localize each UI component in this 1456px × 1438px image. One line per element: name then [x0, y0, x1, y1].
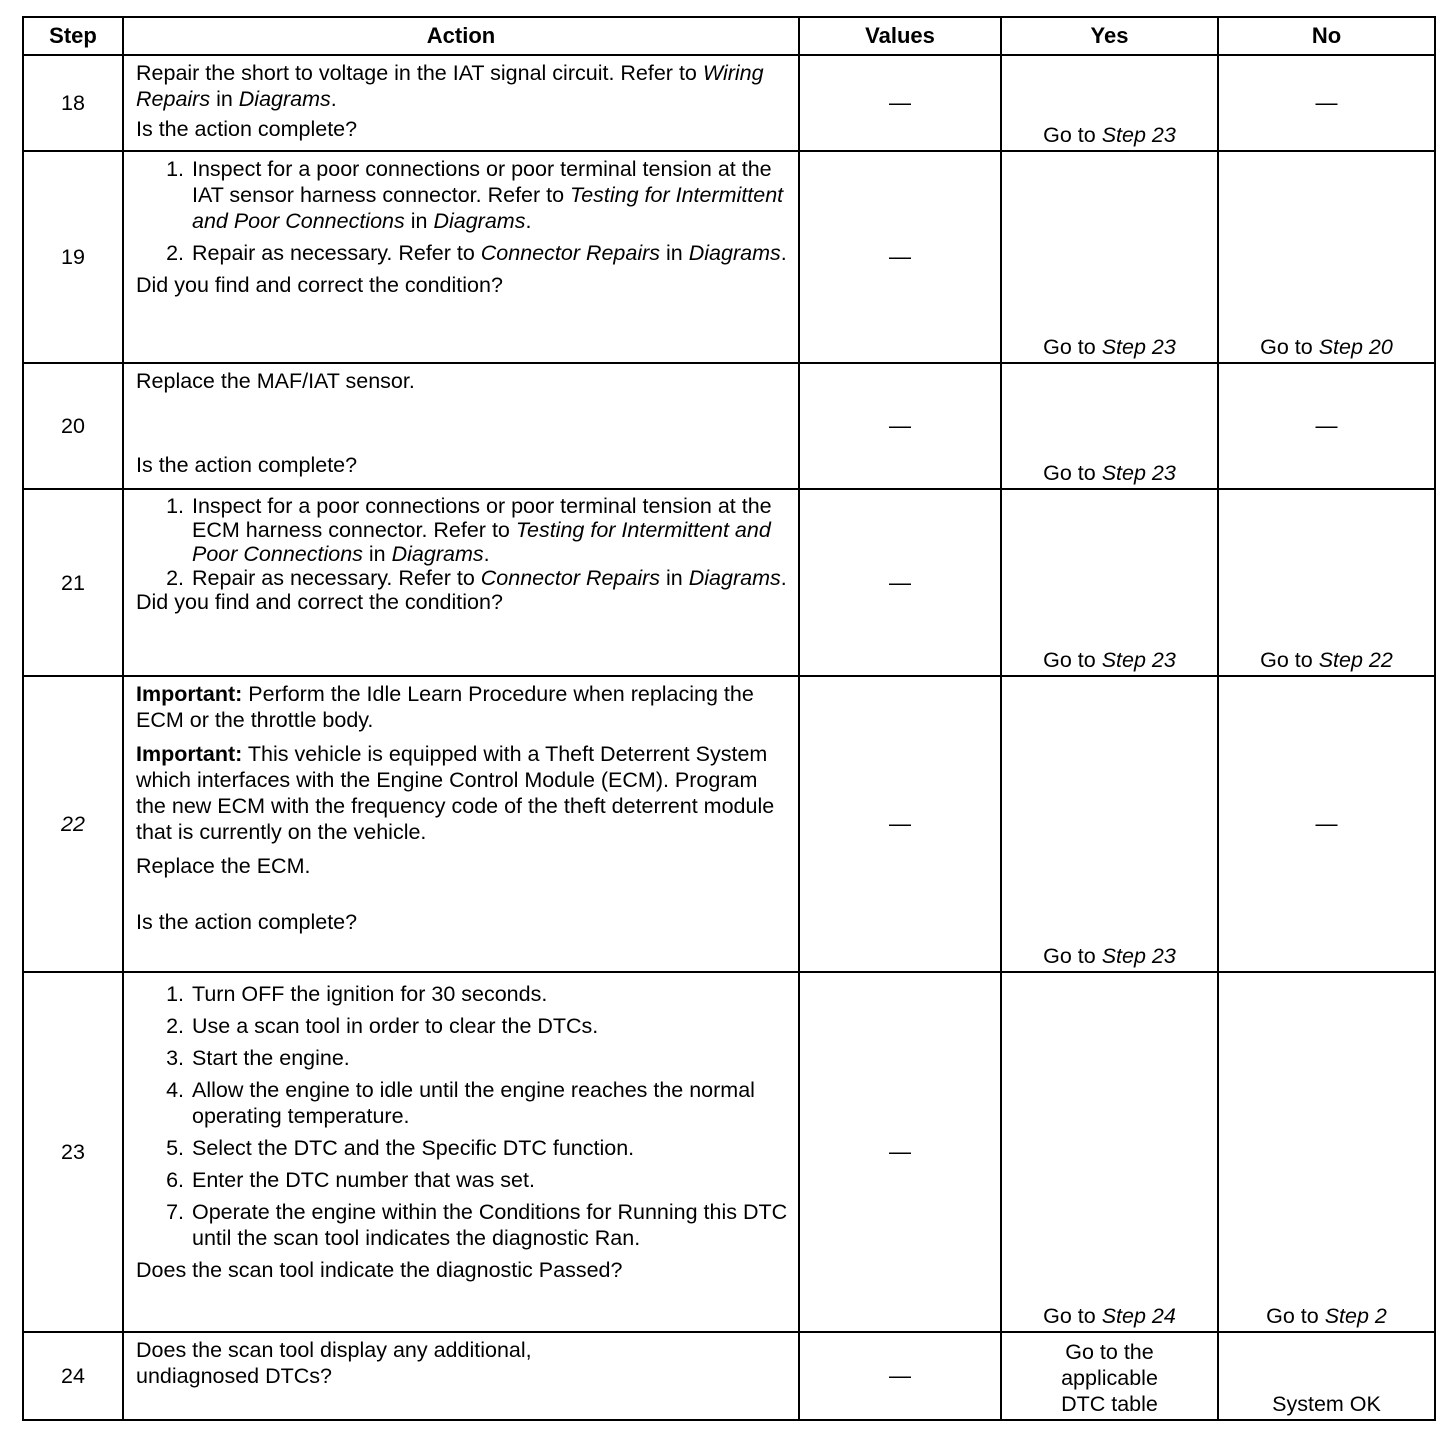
values-cell: —	[799, 676, 1001, 972]
action-cell	[123, 676, 799, 972]
action-question: Is the action complete?	[136, 117, 358, 141]
values-cell: —	[799, 972, 1001, 1332]
yes-cell: Go to Step 23	[1001, 489, 1218, 676]
list-item: 2. Use a scan tool in order to clear the DTCs.	[166, 1014, 599, 1038]
yes-cell: Go to Step 23	[1001, 363, 1218, 489]
no-cell: Go to Step 2	[1218, 972, 1435, 1332]
no-cell: —	[1218, 676, 1435, 972]
step-number: 18	[23, 55, 123, 151]
no-cell: System OK	[1218, 1332, 1435, 1420]
table-row	[23, 676, 1435, 972]
no-cell: Go to Step 20	[1218, 151, 1435, 363]
yes-cell: Go to Step 24	[1001, 972, 1218, 1332]
table-row	[23, 151, 1435, 363]
step-number: 24	[23, 1332, 123, 1420]
action-text: Repair the short to voltage in the IAT signal circuit. Refer to Wiring Repairs in Diagrams.	[136, 61, 764, 111]
action-cell	[123, 1332, 799, 1420]
no-cell: Go to Step 22	[1218, 489, 1435, 676]
values-cell: —	[799, 489, 1001, 676]
list-item: 4. Allow the engine to idle until the engine reaches the normal operating temperature.	[166, 1078, 755, 1128]
step-number: 20	[23, 363, 123, 489]
action-question: Does the scan tool display any additional, undiagnosed DTCs?	[136, 1338, 532, 1388]
step-number: 19	[23, 151, 123, 363]
action-cell	[123, 55, 799, 151]
action-list	[136, 156, 788, 266]
header-action: Action	[123, 17, 799, 55]
action-cell	[123, 151, 799, 363]
list-item: 1. Turn OFF the ignition for 30 seconds.	[166, 982, 548, 1006]
table-row	[23, 363, 1435, 489]
values-cell: —	[799, 151, 1001, 363]
header-yes: Yes	[1001, 17, 1218, 55]
list-item: 2. Repair as necessary. Refer to Connector Repairs in Diagrams.	[166, 566, 787, 590]
values-cell: —	[799, 55, 1001, 151]
action-question: Did you find and correct the condition?	[136, 273, 503, 297]
table-row	[23, 55, 1435, 151]
diagnostic-table	[22, 16, 1436, 1421]
action-question: Is the action complete?	[136, 453, 358, 477]
action-text: Replace the ECM.	[136, 854, 311, 878]
action-cell	[123, 972, 799, 1332]
action-cell	[123, 489, 799, 676]
yes-cell: Go to Step 23	[1001, 55, 1218, 151]
list-item: 7. Operate the engine within the Conditions for Running this DTC until the scan tool indicates the diagnostic Ran.	[166, 1200, 788, 1250]
list-item: 1. Inspect for a poor connections or poor terminal tension at the ECM harness connector. Refer to Testing for Intermittent and Poor Connections in Diagrams.	[166, 494, 772, 566]
step-number: 21	[23, 489, 123, 676]
list-item: 6. Enter the DTC number that was set.	[166, 1168, 535, 1192]
values-cell: —	[799, 363, 1001, 489]
action-list	[136, 981, 788, 1251]
table-row	[23, 972, 1435, 1332]
action-list	[136, 494, 788, 590]
step-number: 23	[23, 972, 123, 1332]
values-cell: —	[799, 1332, 1001, 1420]
list-item: 1. Inspect for a poor connections or poor terminal tension at the IAT sensor harness connector. Refer to Testing for Intermittent and Poor Connections in Diagrams.	[166, 157, 784, 233]
list-item: 2. Repair as necessary. Refer to Connector Repairs in Diagrams.	[166, 241, 787, 265]
step-number: 22	[23, 676, 123, 972]
no-cell: —	[1218, 363, 1435, 489]
header-step: Step	[23, 17, 123, 55]
action-question: Is the action complete?	[136, 910, 358, 934]
yes-cell: Go to Step 23	[1001, 151, 1218, 363]
important-note: Important: This vehicle is equipped with a Theft Deterrent System which interfaces with the Engine Control Module (ECM). Program the new ECM with the frequency code of the theft deterrent module that is currently on the vehicle.	[136, 742, 775, 844]
action-question: Does the scan tool indicate the diagnostic Passed?	[136, 1258, 623, 1282]
yes-cell: Go to the applicable DTC table	[1001, 1332, 1218, 1420]
list-item: 5. Select the DTC and the Specific DTC function.	[166, 1136, 635, 1160]
no-cell: —	[1218, 55, 1435, 151]
header-values: Values	[799, 17, 1001, 55]
important-note: Important: Perform the Idle Learn Procedure when replacing the ECM or the throttle body.	[136, 682, 754, 732]
yes-cell: Go to Step 23	[1001, 676, 1218, 972]
list-item: 3. Start the engine.	[166, 1046, 350, 1070]
action-cell	[123, 363, 799, 489]
header-row	[23, 17, 1435, 55]
table-row	[23, 489, 1435, 676]
table-row	[23, 1332, 1435, 1420]
action-text: Replace the MAF/IAT sensor.	[136, 369, 415, 393]
action-question: Did you find and correct the condition?	[136, 590, 503, 614]
header-no: No	[1218, 17, 1435, 55]
